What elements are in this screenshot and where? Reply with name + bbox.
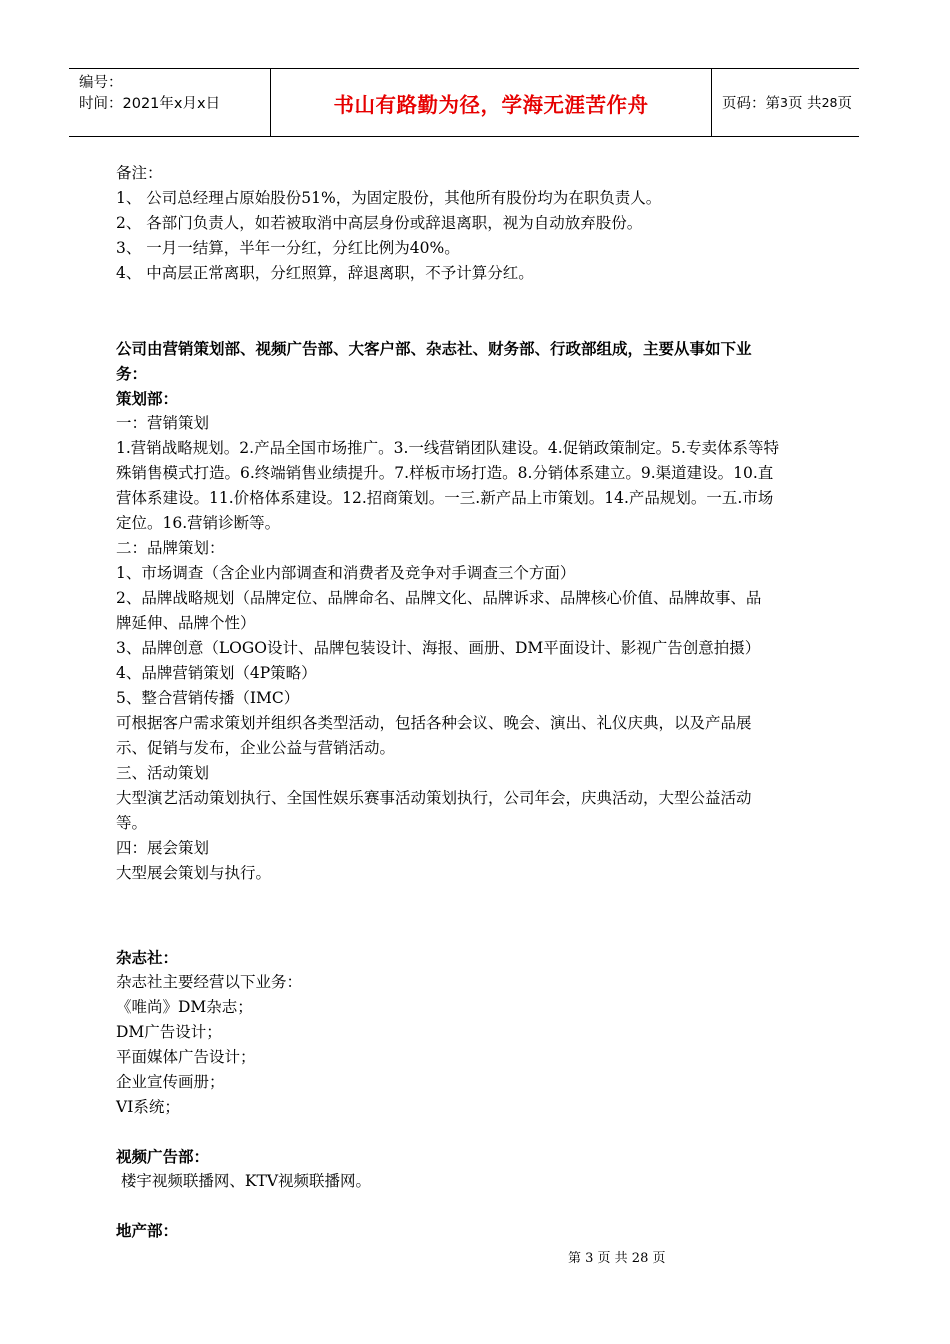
magazine-heading: 杂志社： [116,948,179,967]
planning-line: 示、促销与发布，企业公益与营销活动。 [116,739,396,757]
planning-line: 可根据客户需求策划并组织各类型活动，包括各种会议、晚会、演出、礼仪庆典，以及产品展 [116,714,752,732]
video-line: 楼宇视频联播网、KTV视频联播网。 [116,1172,372,1190]
magazine-line: DM广告设计； [116,1023,222,1041]
magazine-line: 企业宣传画册； [116,1073,225,1091]
planning-line: 4、品牌营销策划（4P策略） [116,664,317,682]
note-item: 2、 各部门负责人，如若被取消中高层身份或辞退离职，视为自动放弃股份。 [116,214,643,232]
planning-line: 大型展会策划与执行。 [116,864,272,882]
planning-line: 牌延伸、品牌个性） [116,614,256,632]
realestate-heading: 地产部： [116,1221,179,1240]
notes-title: 备注： [116,164,163,182]
header-meta [69,69,270,136]
planning-line: 定位。16.营销诊断等。 [116,514,281,532]
planning-line: 四：展会策划 [116,839,210,857]
page-mid-label: 页 共 [787,96,822,112]
planning-line: 5、整合营销传播（IMC） [116,689,300,707]
note-item: 1、 公司总经理占原始股份51%，为固定股份，其他所有股份均为在职负责人。 [116,189,662,207]
document-body [116,161,816,1243]
intro-line: 公司由营销策划部、视频广告部、大客户部、杂志社、财务部、行政部组成，主要从事如下业 [116,339,752,358]
document-number-label: 编号： [79,75,123,91]
page-label: 页码：第 [722,96,780,112]
magazine-line: VI系统； [116,1098,180,1116]
intro-line: 务： [116,364,148,383]
page-number: 3 [780,95,788,110]
note-item: 4、 中高层正常离职，分红照算，辞退离职，不予计算分红。 [116,264,534,282]
page-header [69,68,859,137]
page-end-label: 页 [837,96,852,112]
header-motto: 书山有路勤为径，学海无涯苦作舟 [333,92,649,117]
planning-line: 三、活动策划 [116,764,210,782]
video-heading: 视频广告部： [116,1147,210,1166]
magazine-line: 杂志社主要经营以下业务： [116,973,303,991]
header-motto-cell [270,69,712,136]
page-total: 28 [821,95,838,110]
note-item: 3、 一月一结算，半年一分红，分红比例为40%。 [116,239,460,257]
planning-line: 二：品牌策划： [116,539,225,557]
planning-heading: 策划部： [116,389,179,408]
planning-line: 一：营销策划 [116,414,210,432]
planning-line: 殊销售模式打造。6.终端销售业绩提升。7.样板市场打造。8.分销体系建立。9.渠道建设。10.直 [116,464,774,482]
planning-line: 1.营销战略规划。2.产品全国市场推广。3.一线营销团队建设。4.促销政策制定。5.专卖体系等特 [116,439,779,457]
page-footer: 第 3 页 共 28 页 [568,1251,666,1266]
header-page-indicator [712,69,859,136]
planning-line: 2、品牌战略规划（品牌定位、品牌命名、品牌文化、品牌诉求、品牌核心价值、品牌故事、品 [116,589,762,607]
magazine-line: 《唯尚》DM杂志； [116,998,253,1016]
planning-line: 等。 [116,814,148,832]
planning-line: 大型演艺活动策划执行、全国性娱乐赛事活动策划执行，公司年会，庆典活动，大型公益活动 [116,789,752,807]
document-time: 时间：2021年x月x日 [79,96,221,112]
planning-line: 营体系建设。11.价格体系建设。12.招商策划。一三.新产品上市策划。14.产品规划。一五.市场 [116,489,774,507]
planning-line: 1、市场调查（含企业内部调查和消费者及竞争对手调查三个方面） [116,564,576,582]
magazine-line: 平面媒体广告设计； [116,1048,256,1066]
planning-line: 3、品牌创意（LOGO设计、品牌包装设计、海报、画册、DM平面设计、影视广告创意拍摄） [116,639,761,657]
